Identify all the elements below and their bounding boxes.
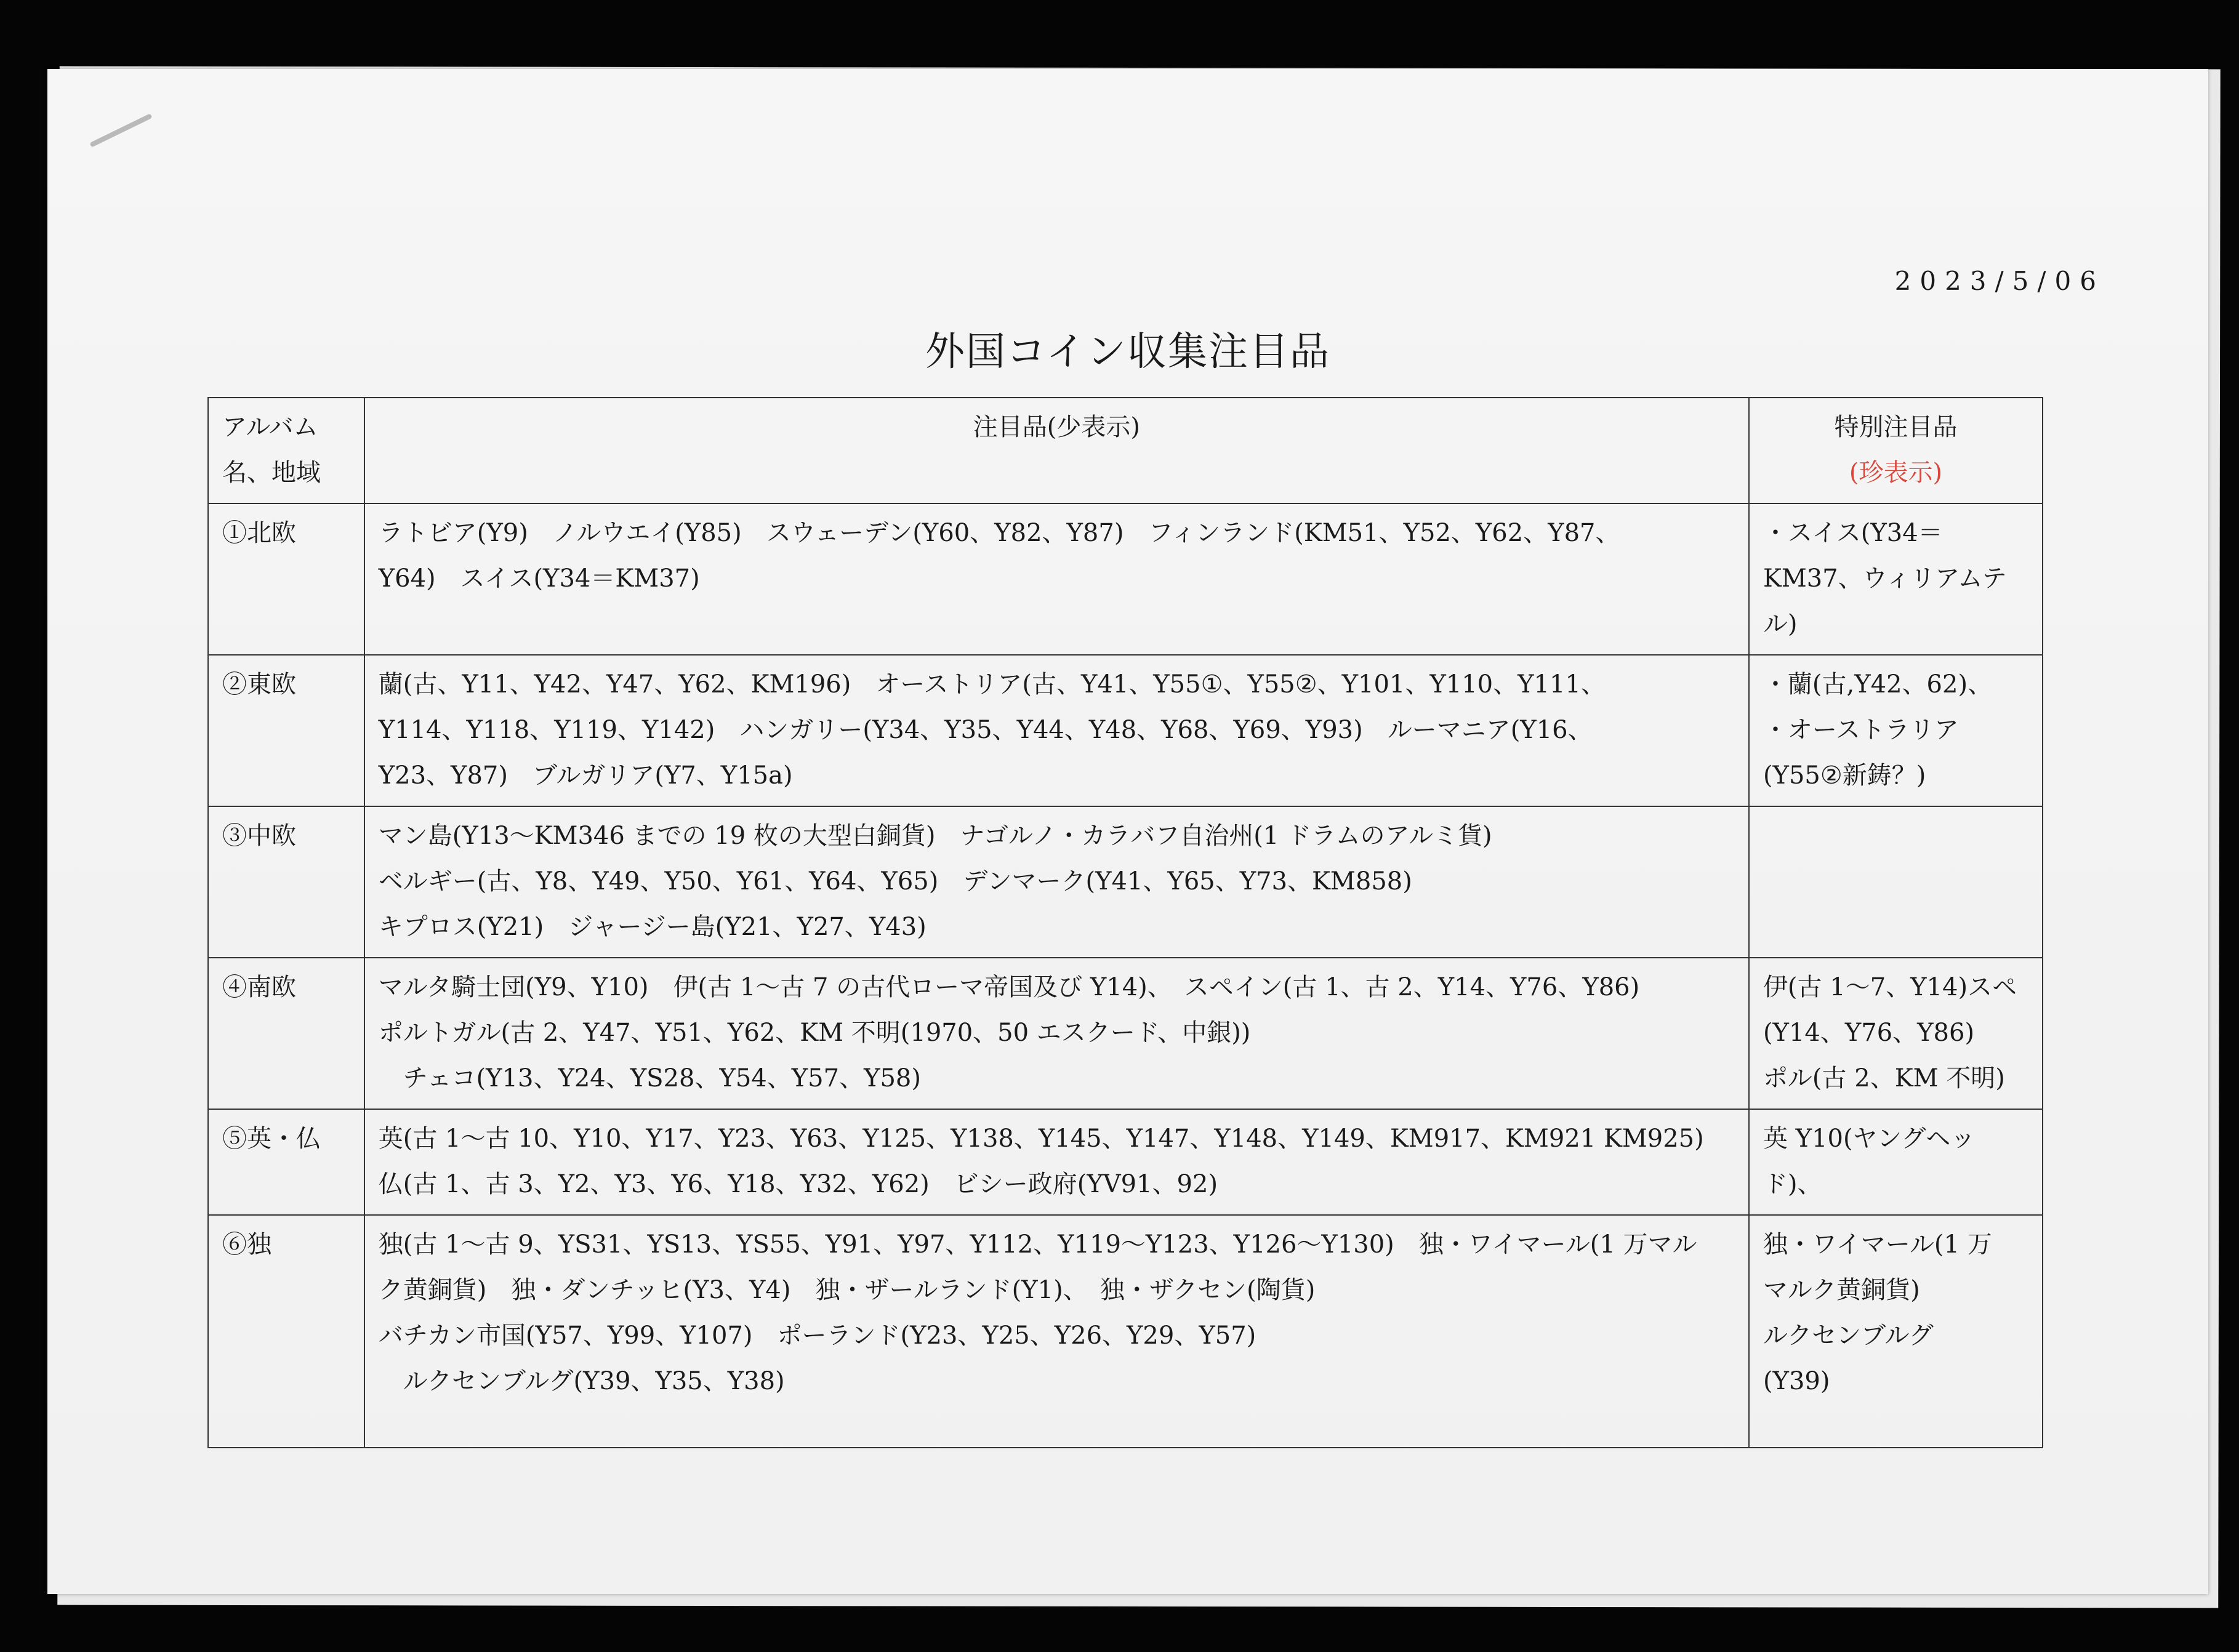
staple-mark [89,113,152,147]
items-line: ポルトガル(古 2、Y47、Y51、Y62、KM 不明(1970、50 エスクード、中銀)) [378,1019,1251,1047]
items-line: ルクセンブルグ(Y39、Y35、Y38) [403,1367,785,1395]
table-row [208,1215,2043,1448]
special-line: 英 Y10(ヤングヘッ [1763,1125,1976,1153]
special-cell [1749,1109,2043,1215]
special-line: (Y55②新鋳？) [1763,761,1926,790]
special-line: 独・ワイマール(1 万 [1763,1230,1992,1259]
items-cell [364,958,1749,1109]
items-line: ク黄銅貨) 独・ダンチッヒ(Y3、Y4) 独・ザールランド(Y1)、 独・ザクセン(陶貨) [378,1276,1316,1304]
region-cell: ①北欧 [208,503,364,655]
items-line: ベルギー(古、Y8、Y49、Y50、Y61、Y64、Y65) デンマーク(Y41、Y65、Y73、KM858) [378,867,1412,896]
special-line: ・スイス(Y34＝ [1763,519,1943,547]
items-line: マルタ騎士団(Y9、Y10) 伊(古 1～古 7 の古代ローマ帝国及び Y14)、 スペイン(古 1、古 2、Y14、Y76、Y86) [378,973,1640,1001]
region-cell: ②東欧 [208,655,364,806]
items-cell [364,1109,1749,1215]
items-line: 英(古 1～古 10、Y10、Y17、Y23、Y63、Y125、Y138、Y145、Y147、Y148、Y149、KM917、KM921 KM925) [378,1125,1704,1153]
document-date: 2023/5/06 [1894,266,2105,296]
region-cell: ⑤英・仏 [208,1109,364,1215]
header-special-note: (珍表示) [1849,459,1943,487]
table-row [208,806,2043,958]
table-row [208,503,2043,655]
items-line: Y64) スイス(Y34＝KM37) [378,564,700,593]
items-cell [364,806,1749,958]
header-region [208,398,364,503]
table-row [208,655,2043,806]
special-line: ・オーストラリア [1763,716,1959,744]
special-cell [1749,655,2043,806]
items-line: マン島(Y13～KM346 までの 19 枚の大型白銅貨) ナゴルノ・カラバフ自治州(1 ドラムのアルミ貨) [378,822,1492,850]
special-line: ルクセンブルグ [1763,1321,1934,1350]
header-special-label: 特別注目品 [1834,413,1958,441]
special-line: 伊(古 1～7、Y14)スペ [1763,973,2017,1001]
items-cell [364,503,1749,655]
special-line: ・蘭(古,Y42、62)、 [1763,670,1993,699]
header-region-line1: アルバム [222,413,318,441]
items-line: 独(古 1～古 9、YS31、YS13、YS55、Y91、Y97、Y112、Y119～Y123、Y126～Y130) 独・ワイマール(1 万マル [378,1230,1697,1259]
items-line: キプロス(Y21) ジャージー島(Y21、Y27、Y43) [378,913,927,941]
items-line: Y23、Y87) ブルガリア(Y7、Y15a) [378,761,793,790]
table-row [208,1109,2043,1215]
region-cell: ③中欧 [208,806,364,958]
items-line: ラトビア(Y9) ノルウエイ(Y85) スウェーデン(Y60、Y82、Y87) フィンランド(KM51、Y52、Y62、Y87、 [378,519,1620,547]
document-page [47,69,2208,1594]
header-region-line2: 名、地域 [222,459,321,487]
special-line: ポル(古 2、KM 不明) [1763,1064,2005,1093]
document-title: 外国コイン収集注目品 [925,329,1331,375]
special-line: KM37、ウィリアムテ [1763,564,2007,593]
table-header-row [208,398,2043,503]
header-items [364,398,1749,503]
special-line: (Y14、Y76、Y86) [1763,1019,1975,1047]
table-row [208,958,2043,1109]
header-items-label: 注目品(少表示) [973,413,1140,441]
items-line: 蘭(古、Y11、Y42、Y47、Y62、KM196) オーストリア(古、Y41、Y55①、Y55②、Y101、Y110、Y111、 [378,670,1606,699]
region-cell: ④南欧 [208,958,364,1109]
special-cell [1749,806,2043,958]
items-cell [364,655,1749,806]
special-cell [1749,503,2043,655]
items-line: 仏(古 1、古 3、Y2、Y3、Y6、Y18、Y32、Y62) ビシー政府(YV91、92) [378,1170,1218,1198]
special-line: マルク黄銅貨) [1763,1276,1920,1304]
header-special [1749,398,2043,503]
items-cell [364,1215,1749,1448]
coin-table [207,397,2043,1448]
items-line: バチカン市国(Y57、Y99、Y107) ポーランド(Y23、Y25、Y26、Y29、Y57) [378,1321,1256,1350]
region-cell: ⑥独 [208,1215,364,1448]
items-line: チェコ(Y13、Y24、YS28、Y54、Y57、Y58) [403,1064,921,1093]
special-line: ド)、 [1763,1170,1822,1198]
special-cell [1749,958,2043,1109]
special-line: (Y39) [1763,1367,1830,1395]
special-cell [1749,1215,2043,1448]
items-line: Y114、Y118、Y119、Y142) ハンガリー(Y34、Y35、Y44、Y48、Y68、Y69、Y93) ルーマニア(Y16、 [378,716,1593,744]
special-line: ル) [1763,610,1798,638]
